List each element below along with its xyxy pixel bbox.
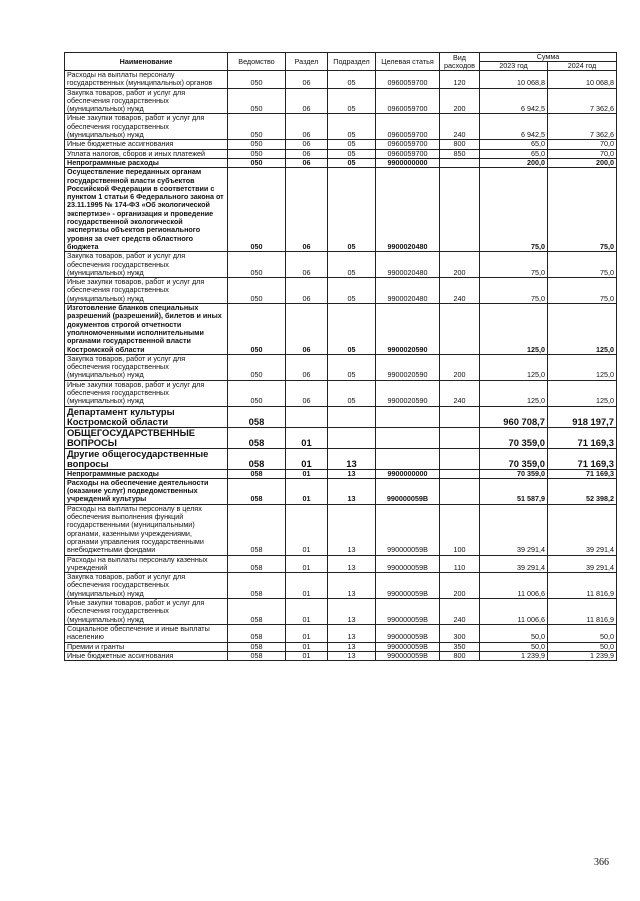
cell-cs [376,406,440,427]
cell-ved: 058 [228,478,286,504]
cell-v2024: 39 291,4 [548,555,617,573]
table-row [65,478,617,504]
cell-vr: 300 [440,624,480,642]
cell-ved: 058 [228,448,286,469]
cell-cs: 9900000000 [376,469,440,478]
cell-razd: 01 [286,624,328,642]
cell-razd: 06 [286,304,328,355]
cell-podr: 05 [328,354,376,380]
cell-vr: 240 [440,380,480,406]
cell-razd: 01 [286,427,328,448]
table-row [65,555,617,573]
table-row [65,88,617,114]
cell-razd: 01 [286,555,328,573]
cell-vr [440,168,480,252]
cell-ved: 058 [228,573,286,599]
cell-vr: 200 [440,354,480,380]
header-target: Целевая статья [376,53,440,71]
cell-cs: 0960059700 [376,88,440,114]
table-row [65,406,617,427]
cell-name: Закупка товаров, работ и услуг для обеспечения государственных (муниципальных) нужд [65,354,228,380]
cell-name: Непрограммные расходы [65,469,228,478]
cell-razd: 01 [286,478,328,504]
cell-razd: 06 [286,158,328,167]
table-row [65,504,617,555]
cell-name: Департамент культуры Костромской области [65,406,228,427]
cell-ved: 058 [228,469,286,478]
header-vedomstvo: Ведомство [228,53,286,71]
cell-razd: 01 [286,573,328,599]
cell-vr: 240 [440,114,480,140]
header-podrazdel: Подраздел [328,53,376,71]
cell-cs: 9900020590 [376,380,440,406]
cell-v2024: 50,0 [548,642,617,651]
cell-v2024: 7 362,6 [548,114,617,140]
cell-v2023: 70 359,0 [480,448,548,469]
cell-v2023: 75,0 [480,168,548,252]
cell-v2023: 75,0 [480,278,548,304]
cell-cs: 990000059В [376,478,440,504]
table-row [65,71,617,89]
cell-name: Осуществление переданных органам государственной власти субъектов Российской Федерации в соответствии с пунктом 1 статьи 6 Федерального закона от 23.11.1995 № 174-ФЗ «Об экологической экспертизе» - организация и проведение государственной экологической экспертизы объектов регионального уровня за счет средств областного бюджета [65,168,228,252]
table-row [65,252,617,278]
cell-vr [440,469,480,478]
cell-vr [440,158,480,167]
cell-cs: 990000059В [376,624,440,642]
cell-name: Премии и гранты [65,642,228,651]
cell-podr: 05 [328,304,376,355]
cell-podr [328,406,376,427]
cell-razd: 06 [286,168,328,252]
cell-name: Иные закупки товаров, работ и услуг для обеспечения государственных (муниципальных) нужд [65,114,228,140]
cell-v2023: 70 359,0 [480,469,548,478]
budget-table [64,52,617,661]
cell-v2023: 200,0 [480,158,548,167]
cell-ved: 050 [228,304,286,355]
cell-cs: 9900020590 [376,354,440,380]
cell-razd: 06 [286,380,328,406]
cell-v2024: 70,0 [548,149,617,158]
cell-podr: 13 [328,573,376,599]
cell-ved: 058 [228,599,286,625]
cell-v2023: 125,0 [480,354,548,380]
cell-ved: 058 [228,504,286,555]
header-summa: Сумма [480,53,617,62]
cell-v2024: 71 169,3 [548,469,617,478]
cell-razd: 06 [286,278,328,304]
cell-razd: 06 [286,88,328,114]
cell-cs: 9900000000 [376,158,440,167]
header-2024: 2024 год [548,62,617,71]
cell-podr: 13 [328,599,376,625]
cell-cs: 990000059В [376,504,440,555]
cell-razd: 01 [286,448,328,469]
cell-v2023: 6 942,5 [480,114,548,140]
cell-cs: 9900020480 [376,278,440,304]
cell-vr: 200 [440,88,480,114]
cell-v2024: 75,0 [548,168,617,252]
cell-ved: 058 [228,555,286,573]
cell-razd: 06 [286,71,328,89]
cell-v2023: 960 708,7 [480,406,548,427]
cell-v2023: 50,0 [480,624,548,642]
cell-cs: 990000059В [376,642,440,651]
cell-razd: 01 [286,651,328,660]
cell-v2024: 125,0 [548,380,617,406]
cell-v2024: 70,0 [548,140,617,149]
cell-v2024: 125,0 [548,354,617,380]
cell-vr [440,448,480,469]
cell-v2023: 65,0 [480,140,548,149]
cell-v2024: 50,0 [548,624,617,642]
header-2023: 2023 год [480,62,548,71]
cell-name: Закупка товаров, работ и услуг для обеспечения государственных (муниципальных) нужд [65,252,228,278]
cell-razd: 06 [286,354,328,380]
cell-podr: 05 [328,252,376,278]
cell-v2024: 7 362,6 [548,88,617,114]
header-name: Наименование [65,53,228,71]
cell-podr: 13 [328,504,376,555]
cell-ved: 058 [228,642,286,651]
cell-podr: 13 [328,651,376,660]
table-row [65,278,617,304]
cell-podr: 05 [328,140,376,149]
table-row [65,114,617,140]
cell-v2023: 6 942,5 [480,88,548,114]
cell-podr: 05 [328,380,376,406]
cell-podr: 13 [328,642,376,651]
cell-vr [440,427,480,448]
cell-v2023: 65,0 [480,149,548,158]
cell-razd: 06 [286,149,328,158]
cell-v2024: 918 197,7 [548,406,617,427]
cell-podr: 05 [328,168,376,252]
cell-v2024: 10 068,8 [548,71,617,89]
cell-vr: 240 [440,278,480,304]
cell-v2024: 75,0 [548,278,617,304]
cell-podr [328,427,376,448]
cell-ved: 058 [228,427,286,448]
cell-vr [440,406,480,427]
cell-podr: 13 [328,448,376,469]
cell-v2024: 1 239,9 [548,651,617,660]
cell-ved: 058 [228,651,286,660]
header-vid: Вид расходов [440,53,480,71]
cell-name: Расходы на выплаты персоналу государственных (муниципальных) органов [65,71,228,89]
cell-v2023: 39 291,4 [480,555,548,573]
cell-podr: 05 [328,158,376,167]
cell-razd: 01 [286,504,328,555]
cell-podr: 05 [328,88,376,114]
cell-vr: 800 [440,140,480,149]
cell-name: Закупка товаров, работ и услуг для обеспечения государственных (муниципальных) нужд [65,88,228,114]
cell-ved: 050 [228,88,286,114]
table-row [65,469,617,478]
table-row [65,168,617,252]
cell-cs: 0960059700 [376,71,440,89]
table-row [65,448,617,469]
table-row [65,140,617,149]
cell-cs: 0960059700 [376,114,440,140]
cell-cs: 0960059700 [376,140,440,149]
cell-cs: 990000059В [376,573,440,599]
table-row [65,599,617,625]
cell-v2023: 39 291,4 [480,504,548,555]
cell-cs [376,448,440,469]
cell-name: Расходы на обеспечение деятельности (оказание услуг) подведомственных учреждений культуры [65,478,228,504]
cell-podr: 05 [328,114,376,140]
cell-vr: 100 [440,504,480,555]
cell-v2024: 200,0 [548,158,617,167]
cell-name: Иные бюджетные ассигнования [65,651,228,660]
cell-razd: 06 [286,252,328,278]
cell-v2024: 75,0 [548,252,617,278]
cell-cs: 9900020480 [376,252,440,278]
cell-razd: 01 [286,642,328,651]
cell-ved: 050 [228,380,286,406]
cell-vr: 800 [440,651,480,660]
cell-vr: 200 [440,573,480,599]
cell-name: Иные бюджетные ассигнования [65,140,228,149]
cell-name: Иные закупки товаров, работ и услуг для обеспечения государственных (муниципальных) нужд [65,278,228,304]
cell-name: Закупка товаров, работ и услуг для обеспечения государственных (муниципальных) нужд [65,573,228,599]
cell-podr: 13 [328,624,376,642]
table-row [65,624,617,642]
cell-podr: 05 [328,278,376,304]
cell-cs [376,427,440,448]
cell-ved: 050 [228,278,286,304]
cell-v2023: 11 006,6 [480,573,548,599]
cell-v2024: 11 816,9 [548,599,617,625]
table-row [65,158,617,167]
cell-podr: 05 [328,71,376,89]
cell-vr: 350 [440,642,480,651]
cell-ved: 050 [228,252,286,278]
cell-vr: 120 [440,71,480,89]
table-row [65,427,617,448]
cell-podr: 13 [328,555,376,573]
cell-podr: 05 [328,149,376,158]
cell-name: Уплата налогов, сборов и иных платежей [65,149,228,158]
cell-name: Иные закупки товаров, работ и услуг для обеспечения государственных (муниципальных) нужд [65,599,228,625]
cell-v2023: 10 068,8 [480,71,548,89]
cell-ved: 050 [228,168,286,252]
table-row [65,354,617,380]
cell-v2024: 11 816,9 [548,573,617,599]
budget-page [64,52,616,661]
cell-v2024: 71 169,3 [548,448,617,469]
cell-ved: 050 [228,71,286,89]
cell-vr: 850 [440,149,480,158]
cell-razd: 01 [286,469,328,478]
cell-ved: 050 [228,140,286,149]
cell-vr: 200 [440,252,480,278]
cell-vr: 240 [440,599,480,625]
cell-v2024: 52 398,2 [548,478,617,504]
cell-name: Иные закупки товаров, работ и услуг для обеспечения государственных (муниципальных) нужд [65,380,228,406]
cell-razd: 06 [286,114,328,140]
cell-vr: 110 [440,555,480,573]
cell-cs: 9900020480 [376,168,440,252]
cell-ved: 050 [228,158,286,167]
cell-v2024: 39 291,4 [548,504,617,555]
cell-name: ОБЩЕГОСУДАРСТВЕННЫЕ ВОПРОСЫ [65,427,228,448]
cell-cs: 990000059В [376,599,440,625]
cell-v2023: 50,0 [480,642,548,651]
cell-name: Расходы на выплаты персоналу в целях обеспечения выполнения функций государственными (муниципальными) органами, казенными учреждениями, органами управления государственными внебюджетными фондами [65,504,228,555]
page-number: 366 [594,857,609,868]
cell-name: Непрограммные расходы [65,158,228,167]
cell-ved: 058 [228,624,286,642]
cell-v2023: 125,0 [480,304,548,355]
cell-vr [440,304,480,355]
header-razdel: Раздел [286,53,328,71]
cell-cs: 990000059В [376,555,440,573]
cell-ved: 050 [228,149,286,158]
table-row [65,573,617,599]
cell-ved: 050 [228,114,286,140]
cell-name: Другие общегосударственные вопросы [65,448,228,469]
cell-cs: 0960059700 [376,149,440,158]
cell-v2023: 11 006,6 [480,599,548,625]
cell-razd: 01 [286,599,328,625]
cell-name: Изготовление бланков специальных разрешений (разрешений), билетов и иных документов строгой отчетности уполномоченными исполнительными органами государственной власти Костромской области [65,304,228,355]
cell-vr [440,478,480,504]
cell-v2024: 71 169,3 [548,427,617,448]
table-row [65,149,617,158]
cell-v2023: 70 359,0 [480,427,548,448]
cell-razd [286,406,328,427]
cell-ved: 058 [228,406,286,427]
cell-razd: 06 [286,140,328,149]
cell-podr: 13 [328,469,376,478]
cell-v2024: 125,0 [548,304,617,355]
cell-name: Социальное обеспечение и иные выплаты населению [65,624,228,642]
cell-v2023: 75,0 [480,252,548,278]
cell-podr: 13 [328,478,376,504]
cell-v2023: 125,0 [480,380,548,406]
table-row [65,651,617,660]
table-row [65,304,617,355]
table-row [65,642,617,651]
table-body [65,71,617,661]
cell-v2023: 1 239,9 [480,651,548,660]
cell-cs: 990000059В [376,651,440,660]
cell-v2023: 51 587,9 [480,478,548,504]
cell-ved: 050 [228,354,286,380]
cell-name: Расходы на выплаты персоналу казенных учреждений [65,555,228,573]
table-row [65,380,617,406]
cell-cs: 9900020590 [376,304,440,355]
